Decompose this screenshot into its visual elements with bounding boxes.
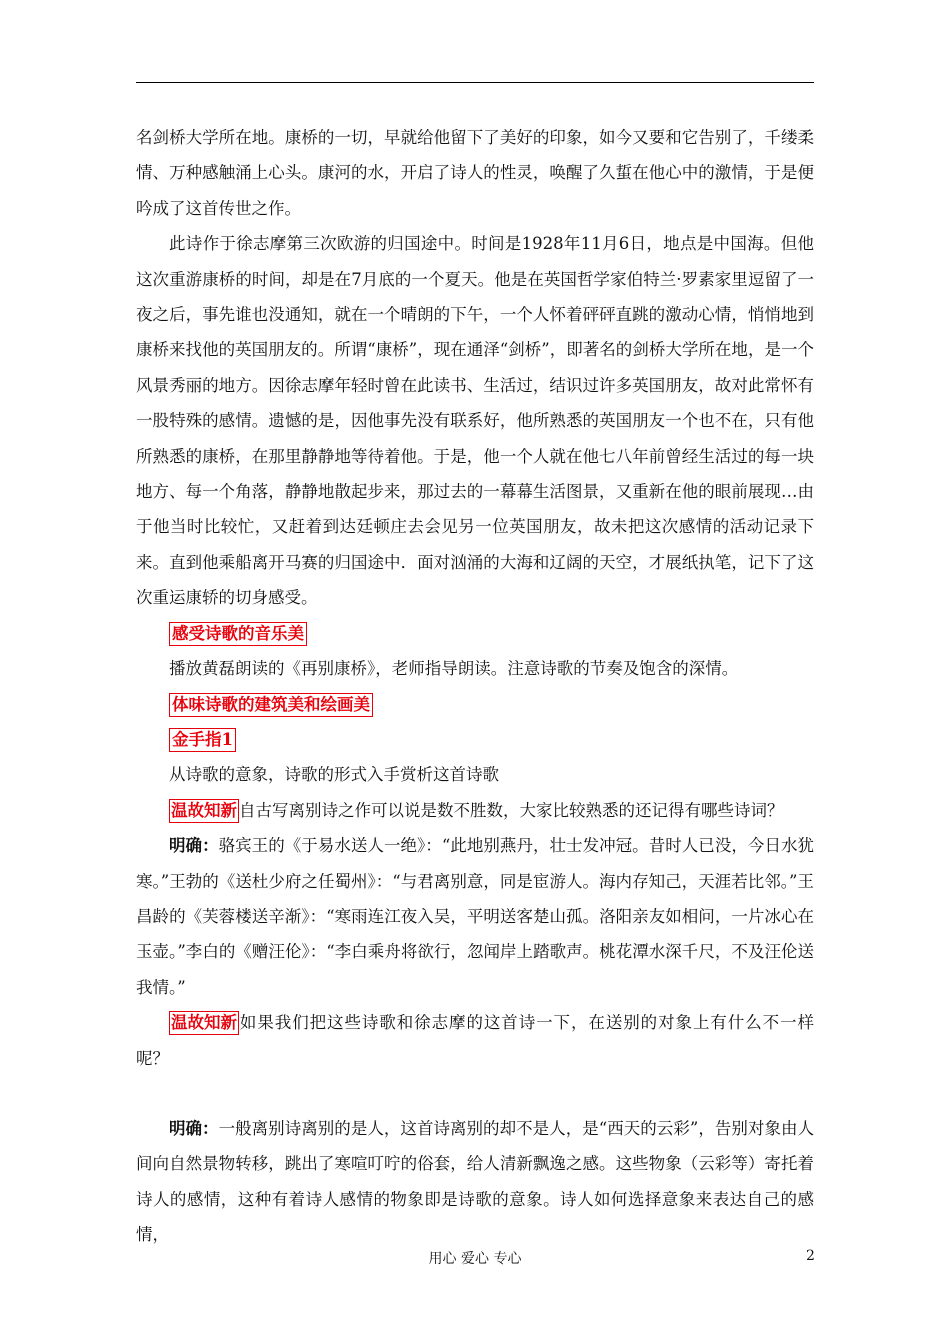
section-label-architecture: 体味诗歌的建筑美和绘画美 [169,693,373,717]
section-golden-finger [136,722,814,757]
paragraph-2: 此诗作于徐志摩第三次欧游的归国途中。时间是1928年11月6日，地点是中国海。但他这次重游康桥的时间，却是在7月底的一个夏天。他是在英国哲学家伯特兰·罗素家里逗留了一夜之后，事先谁也没通知，就在一个晴朗的下午，一个人怀着砰砰直跳的激动心情，悄悄地到康桥来找他的英国朋友的。所谓“康桥”，现在通泽“剑桥”，即著名的剑桥大学所在地，是一个风景秀丽的地方。因徐志摩年轻时曾在此读书、生活过，结识过许多英国朋友，故对此常怀有一股特殊的感情。遗憾的是，因他事先没有联系好，他所熟悉的英国朋友一个也不在，只有他所熟悉的康桥，在那里静静地等待着他。于是，他一个人就在他七八年前曾经生活过的每一块地方、每一个角落，静静地散起步来，那过去的一幕幕生活图景，又重新在他的眼前展现…由于他当时比较忙，又赶着到达廷顿庄去会见另一位英国朋友，故未把这次感情的活动记录下来。直到他乘船离开马赛的归国途中．面对汹涌的大海和辽阔的天空，才展纸执笔，记下了这次重运康轿的切身感受。 [136,234,814,608]
mingque-label-2: 明确： [169,1118,219,1138]
header-rule [136,82,814,83]
paragraph-4: 从诗歌的意象，诗歌的形式入手赏析这首诗歌 [169,765,499,785]
page-number: 2 [806,1248,815,1264]
paragraph-6 [136,828,814,1005]
page-content [136,120,814,1253]
footer-motto: 用心 爱心 专心 [428,1251,522,1267]
paragraph-7-text: 如果我们把这些诗歌和徐志摩的这首诗一下，在送别的对象上有什么不一样呢？ [136,1013,814,1068]
paragraph-7 [136,1005,814,1076]
label-review-1: 温故知新 [169,799,239,823]
section-label-music: 感受诗歌的音乐美 [169,622,307,646]
section-architecture [136,687,814,722]
paragraph-6-text: 骆宾王的《于易水送人一绝》：“此地别燕丹，壮士发冲冠。昔时人已没，今日水犹寒。”王勃的《送杜少府之任蜀州》：“与君离别意，同是宦游人。海内存知己，天涯若比邻。”王昌龄的《芙蓉楼送辛渐》：“寒雨连江夜入吴，平明送客楚山孤。洛阳亲友如相问，一片冰心在玉壶。”李白的《赠汪伦》：“李白乘舟将欲行，忽闻岸上踏歌声。桃花潭水深千尺，不及汪伦送我情。” [136,836,815,997]
paragraph-3: 播放黄磊朗读的《再别康桥》，老师指导朗读。注意诗歌的节奏及饱含的深情。 [169,659,739,679]
mingque-label-1: 明确： [169,836,219,856]
paragraph-1: 名剑桥大学所在地。康桥的一切，早就给他留下了美好的印象，如今又要和它告别了，千缕柔情、万种感触涌上心头。康河的水，开启了诗人的性灵，唤醒了久蜇在他心中的激情，于是便吟成了这首传世之作。 [136,128,814,218]
blank-line [136,1076,814,1111]
label-review-2: 温故知新 [169,1011,239,1035]
paragraph-5 [136,793,814,828]
section-music [136,616,814,651]
paragraph-8 [136,1111,814,1253]
paragraph-8-text: 一般离别诗离别的是人，这首诗离别的却不是人，是“西天的云彩”，告别对象由人间向自然景物转移，跳出了寒喧叮咛的俗套，给人清新飘逸之感。这些物象（云彩等）寄托着诗人的感情，这种有着诗人感情的物象即是诗歌的意象。诗人如何选择意象来表达自己的感情， [136,1118,815,1245]
section-label-golden-finger: 金手指1 [169,728,236,752]
paragraph-5-text: 自古写离别诗之作可以说是数不胜数，大家比较熟悉的还记得有哪些诗词？ [239,800,784,820]
